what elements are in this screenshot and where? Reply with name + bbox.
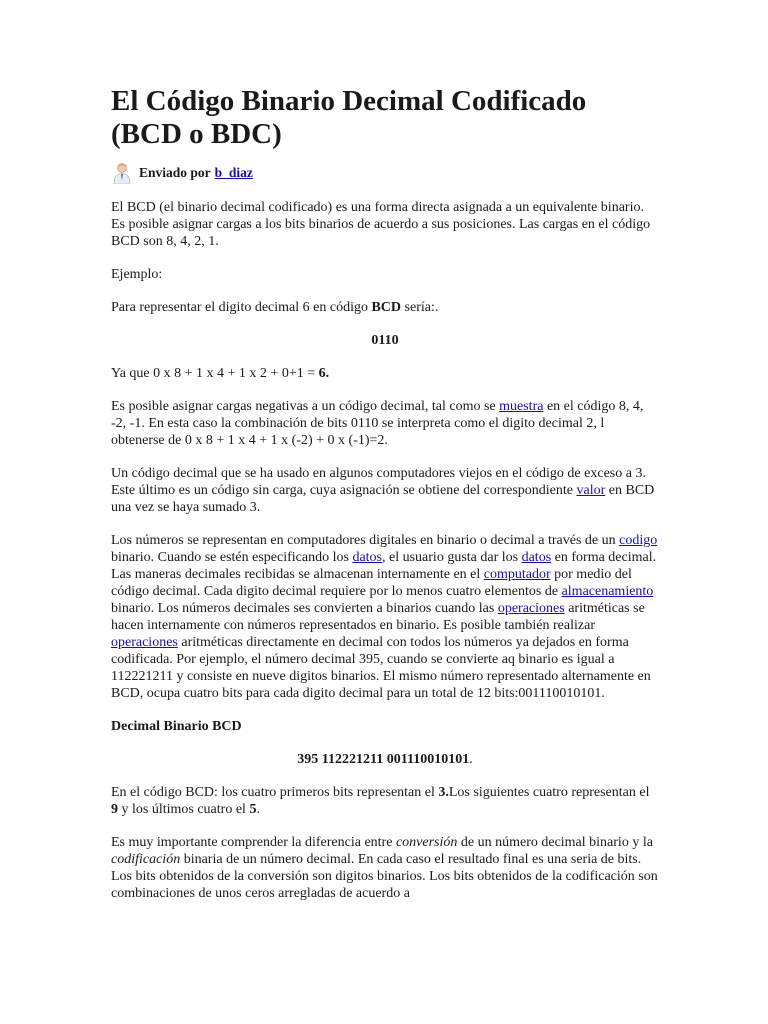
author-link[interactable]: b_diaz (214, 165, 253, 180)
text: Es posible asignar cargas negativas a un código decimal, tal como se (111, 399, 500, 414)
code-example: 0110 (371, 333, 399, 348)
text: binaria de un número decimal. En cada caso el resultado final es una seria de bits. Los bits obtenidos de la conversión son digitos binarios. Los bits obtenidos de la codificación son combinaciones de unos ceros arregladas de acuerdo a (111, 852, 658, 901)
link-valor[interactable]: valor (576, 483, 606, 498)
author-prefix: Enviado por (139, 165, 211, 180)
link-codigo[interactable]: codigo (619, 533, 658, 548)
link-datos-2[interactable]: datos (521, 550, 552, 565)
italic-conversion: conversión (395, 835, 458, 850)
text: , el usuario gusta dar los (382, 550, 522, 565)
text: . (256, 802, 260, 817)
link-muestra[interactable]: muestra (499, 399, 544, 414)
author-byline (111, 161, 659, 185)
text: por medio del código decimal. Cada digito decimal requiere por lo menos cuatro elementos de (111, 567, 632, 599)
paragraph-calculation (111, 365, 659, 382)
paragraph-conversion-vs-coding (111, 834, 659, 902)
digit-5: 5 (249, 802, 257, 817)
text: en forma decimal. Las maneras decimales recibidas se almacenan internamente en el (111, 550, 657, 582)
result-bold: 6. (318, 366, 330, 381)
paragraph-bcd-bits (111, 784, 659, 818)
text: en el código 8, 4, -2, -1. En esta caso la combinación de bits 0110 se interpreta como el digito decimal 2, l obtenerse de 0 x 8 + 1 x 4 + 1 x (-2) + 0 x (-1)=2. (111, 399, 644, 448)
text: En el código BCD: los cuatro primeros bits representan el (111, 785, 439, 800)
text: Es muy importante comprender la diferencia entre (111, 835, 396, 850)
paragraph-excess-3 (111, 465, 659, 516)
user-avatar-icon (111, 162, 133, 184)
page-title (111, 85, 659, 151)
link-datos[interactable]: datos (352, 550, 382, 565)
paragraph-example-label: Ejemplo: (111, 267, 163, 282)
text: Los números se representan en computadores digitales en binario o decimal a través de un (111, 533, 620, 548)
text: y los últimos cuatro el (118, 802, 250, 817)
text: Para representar el digito decimal 6 en código (111, 300, 372, 315)
text: Los siguientes cuatro representan el (448, 785, 650, 800)
text: Ya que 0 x 8 + 1 x 4 + 1 x 2 + 0+1 = (111, 366, 319, 381)
paragraph-intro: El BCD (el binario decimal codificado) es una forma directa asignada a un equivalente binario. Es posible asignar cargas a los bits binarios de acuerdo a sus posiciones. Las cargas en el código BCD son 8, 4, 2, 1. (111, 200, 651, 249)
article (111, 85, 659, 918)
text: binario. Los números decimales ses convierten a binarios cuando las (111, 601, 498, 616)
text: . (469, 752, 473, 767)
link-operaciones-2[interactable]: operaciones (111, 635, 178, 650)
paragraph-representation (111, 532, 659, 702)
text: aritméticas se hacen internamente con números representados en binario. Es posible también realizar (111, 601, 645, 633)
bcd-bold: BCD (371, 300, 402, 315)
link-operaciones[interactable]: operaciones (497, 601, 565, 616)
paragraph-negative-weights (111, 398, 659, 449)
text: en BCD una vez se haya sumado 3. (111, 483, 655, 515)
text: Un código decimal que se ha usado en algunos computadores viejos en el código de exceso a 3. Este último es un código sin carga, cuya asignación se obtiene del correspondiente (111, 466, 646, 498)
table-row-values: 395 112221211 001110010101 (297, 752, 470, 767)
table-row (111, 751, 659, 768)
text: aritméticas directamente en decimal con todos los números ya dejados en forma codificada. Por ejemplo, el número decimal 395, cuando se convierte aq binario es igual a 112221211 y consiste en nueve digitos binarios. El mismo número representado alternamente en BCD, ocupa cuatro bits para cada digito decimal para un total de 12 bits:001110010101. (111, 635, 651, 701)
table-heading: Decimal Binario BCD (111, 719, 242, 734)
link-almacenamiento[interactable]: almacenamiento (561, 584, 654, 599)
title-line-2: (BCD o BDC) (111, 118, 282, 150)
title-line-1: El Código Binario Decimal Codificado (111, 85, 587, 117)
text: de un número decimal binario y la (457, 835, 653, 850)
link-computador[interactable]: computador (483, 567, 551, 582)
text: binario. Cuando se estén especificando los (111, 550, 353, 565)
digit-9: 9 (111, 802, 118, 817)
italic-codificacion: codificación (111, 852, 181, 867)
paragraph-represent (111, 299, 659, 316)
digit-3: 3. (438, 785, 449, 800)
text: sería:. (401, 300, 439, 315)
